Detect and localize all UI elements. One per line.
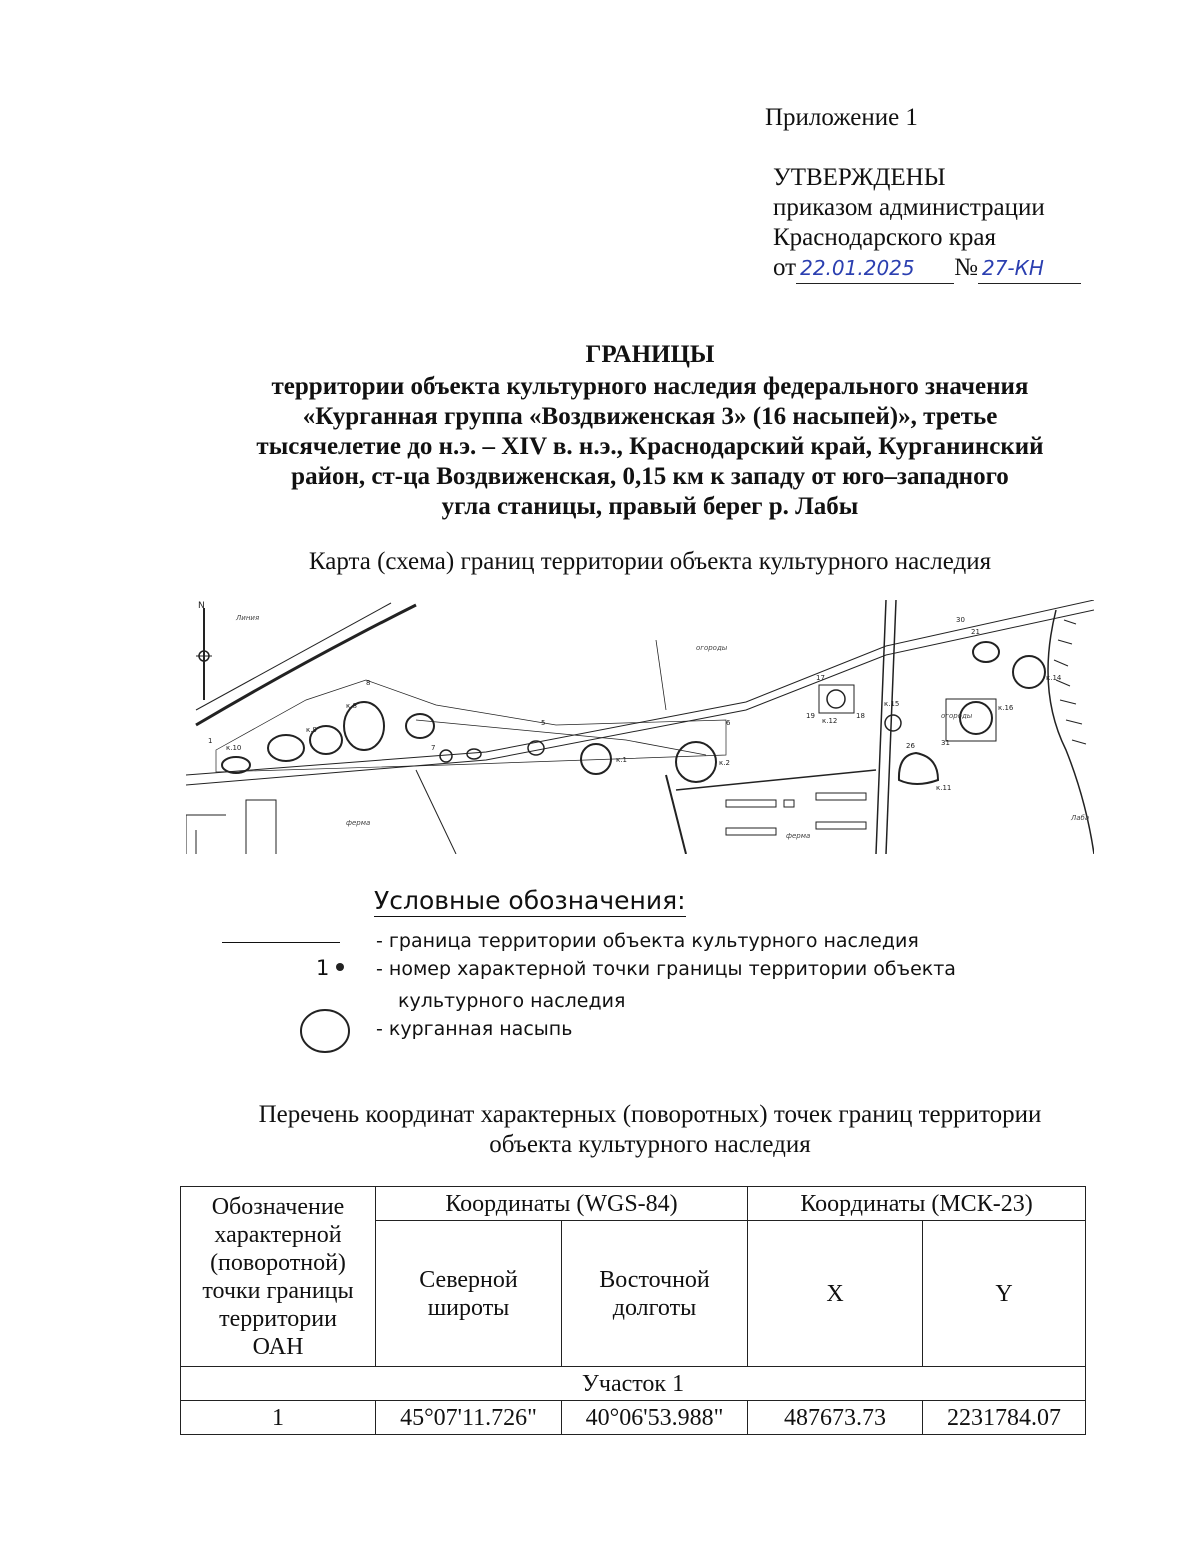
north-arrow-icon xyxy=(196,601,212,700)
mound-label: к.1 xyxy=(616,756,627,764)
legend-point-line1: - номер характерной точки границы территории объекта xyxy=(376,958,956,980)
fields-top-label: огороды xyxy=(696,644,728,652)
point-number: 21 xyxy=(971,628,980,636)
line-label: Линия xyxy=(236,614,260,622)
mound-sample-icon xyxy=(298,1008,352,1054)
point-marker-icon xyxy=(334,961,346,973)
cell-x: 487673.73 xyxy=(748,1401,923,1435)
mound-label: к.10 xyxy=(226,744,242,752)
point-number: 6 xyxy=(726,719,731,727)
appendix-label: Приложение 1 xyxy=(765,104,918,131)
coordinates-table xyxy=(180,1186,1086,1435)
coords-list-title xyxy=(180,1100,1120,1160)
river-label: Лаба xyxy=(1071,814,1090,822)
cell-lon: 40°06'53.988" xyxy=(562,1401,748,1435)
map-caption: Карта (схема) границ территории объекта культурного наследия xyxy=(308,548,992,575)
point-number: 19 xyxy=(806,712,815,720)
mound-label: к.9 xyxy=(306,726,317,734)
point-number: 5 xyxy=(541,719,546,727)
approval-block xyxy=(773,163,1081,284)
legend-title: Условные обозначения: xyxy=(374,886,686,915)
approved-heading: УТВЕРЖДЕНЫ xyxy=(773,164,946,191)
y-header: Y xyxy=(923,1221,1086,1367)
cell-lat: 45°07'11.726" xyxy=(376,1401,562,1435)
north-lat-header: Северной широты xyxy=(376,1221,562,1367)
farm-left-label: ферма xyxy=(346,819,371,827)
msk-header: Координаты (МСК-23) xyxy=(748,1187,1086,1221)
order-line-1: приказом администрации xyxy=(773,194,1045,221)
point-number: 17 xyxy=(816,674,825,682)
order-number: 27-КН xyxy=(978,253,1081,284)
north-label: N xyxy=(198,601,205,611)
order-date: 22.01.2025 xyxy=(796,253,954,284)
east-lon-header: Восточной долготы xyxy=(562,1221,748,1367)
mound-label: к.15 xyxy=(884,700,900,708)
title-line: «Курганная группа «Воздвиженская 3» (16 насыпей)», третье xyxy=(302,403,998,430)
point-designation-header: Обозначение характерной (поворотной) точки границы территории ОАН xyxy=(181,1187,376,1367)
cell-point: 1 xyxy=(181,1401,376,1435)
farm-right-label: ферма xyxy=(786,832,811,840)
point-number: 8 xyxy=(366,679,371,687)
point-number: 30 xyxy=(956,616,965,624)
mound-label: к.12 xyxy=(822,717,838,725)
fields-right-label: огороды xyxy=(941,712,973,720)
point-number: 1 xyxy=(208,737,213,745)
legend-mound: - курганная насыпь xyxy=(376,1018,573,1040)
number-prefix: № xyxy=(954,254,978,281)
mound-label: к.16 xyxy=(998,704,1014,712)
title-line: территории объекта культурного наследия федерального значения xyxy=(271,373,1029,400)
boundary-line-sample xyxy=(222,942,340,943)
coords-title-line: объекта культурного наследия xyxy=(489,1131,811,1158)
legend-point-line2: культурного наследия xyxy=(398,990,626,1012)
mound-label: к.14 xyxy=(1046,674,1062,682)
coords-title-line: Перечень координат характерных (поворотных) точек границ территории xyxy=(258,1101,1042,1128)
table-row xyxy=(181,1401,1086,1435)
point-number: 31 xyxy=(941,739,950,747)
boundary-map xyxy=(186,600,1094,854)
section-row: Участок 1 xyxy=(181,1367,1086,1401)
mound-label: к.11 xyxy=(936,784,952,792)
wgs-header: Координаты (WGS-84) xyxy=(376,1187,748,1221)
point-sample-number: 1 xyxy=(316,956,330,980)
title-line: район, ст-ца Воздвиженская, 0,15 км к западу от юго–западного xyxy=(291,463,1009,490)
date-prefix: от xyxy=(773,254,797,281)
title-main: ГРАНИЦЫ xyxy=(585,341,715,368)
x-header: X xyxy=(748,1221,923,1367)
cell-y: 2231784.07 xyxy=(923,1401,1086,1435)
point-number: 7 xyxy=(431,744,436,752)
point-number: 26 xyxy=(906,742,915,750)
title-line: угла станицы, правый берег р. Лабы xyxy=(441,493,859,520)
mound-label: к.2 xyxy=(719,759,730,767)
legend-boundary: - граница территории объекта культурного наследия xyxy=(376,930,919,952)
title-line: тысячелетие до н.э. – XIV в. н.э., Краснодарский край, Курганинский xyxy=(256,433,1044,460)
mound-label: к.8 xyxy=(346,702,357,710)
document-title xyxy=(180,340,1120,522)
point-number: 18 xyxy=(856,712,865,720)
order-date-line xyxy=(773,253,1081,284)
order-line-2: Краснодарского края xyxy=(773,224,996,251)
